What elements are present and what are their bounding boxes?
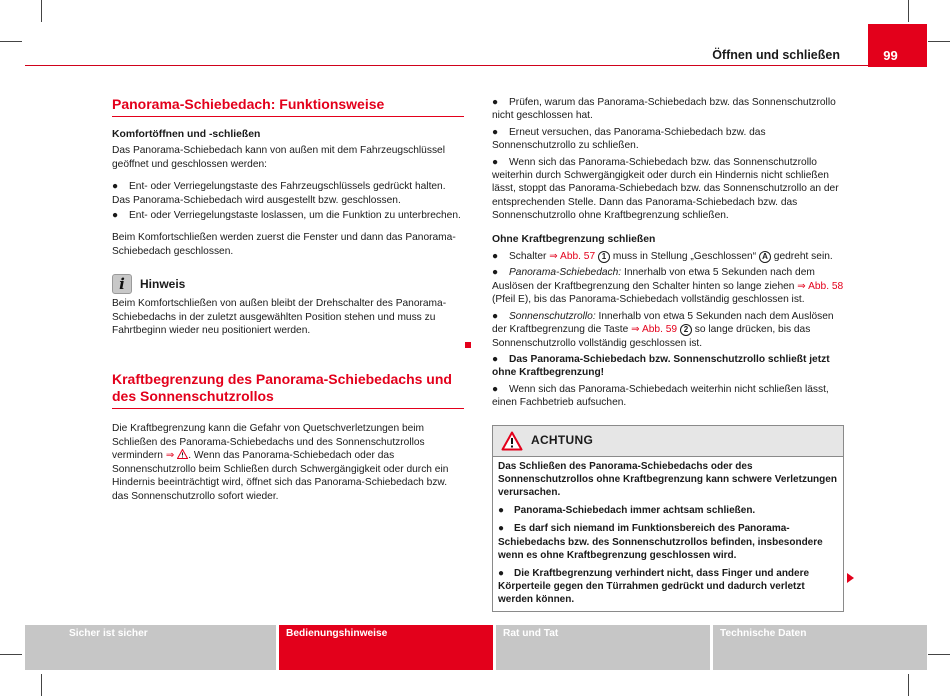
header-rule: [25, 65, 868, 66]
note-text: Beim Komfortschließen von außen bleibt der Drehschalter des Panorama-Schiebedachs in der zuletzt ausgewählten Position stehen und muss zu Fahrtbeginn wieder neu positioniert werden.: [112, 298, 447, 337]
running-header: Öffnen und schließen: [712, 48, 840, 62]
callout-number: 1: [598, 251, 610, 263]
section-title: Panorama-Schiebedach: Funktionsweise: [112, 96, 464, 117]
list-item: ● Prüfen, warum das Panorama-Schiebedach bzw. das Sonnenschutzrollo nicht geschlossen hat.: [492, 97, 836, 122]
page-number-box: [868, 24, 927, 67]
continue-arrow-icon: [847, 573, 854, 583]
page-number: 99: [883, 48, 898, 63]
note-header: [112, 274, 464, 294]
crop-mark: [908, 674, 909, 696]
tab-technische-daten[interactable]: Technische Daten: [713, 625, 927, 670]
tab-bedienungshinweise[interactable]: Bedienungshinweise: [279, 625, 493, 670]
left-column: [112, 96, 464, 503]
callout-letter: A: [759, 251, 771, 263]
list-item-text: Ent- oder Verriegelungstaste loslassen, um die Funktion zu unterbrechen.: [129, 210, 461, 222]
list-item: ● Das Panorama-Schiebedach bzw. Sonnenschutzrollo schließt jetzt ohne Kraftbegrenzung!: [492, 353, 830, 379]
paragraph: Die Kraftbegrenzung kann die Gefahr von Quetschverletzungen beim Schließen des Panorama-Schiebedachs und des Sonnenschutzrollos vermindern ⇒ . Wenn das Panorama-Schiebedach oder das Sonnenschutzrollo beim Schließen durch Schwergängigkeit oder durch ein Hindernis beeinträchtigt wird, öffnet sich das Panorama-Schiebedach bzw. das Sonnenschutzrollo sofort wieder.: [112, 423, 449, 502]
footer-tabs: [25, 625, 927, 670]
bullet-icon: ●: [498, 505, 505, 517]
warning-triangle-icon: [501, 431, 523, 451]
crop-mark: [928, 41, 950, 42]
list-item: ● Die Kraftbegrenzung verhindert nicht, dass Finger und andere Körperteile gegen den Türrahmen gedrückt und dadurch verletzt werden können.: [498, 567, 810, 606]
crop-mark: [0, 654, 22, 655]
figure-link[interactable]: ⇒ Abb. 59: [631, 324, 678, 336]
list-item: ● Panorama-Schiebedach immer achtsam schließen.: [498, 505, 756, 517]
list-item: [112, 209, 464, 222]
info-icon: i: [112, 274, 132, 294]
list-item-text: Ent- oder Verriegelungstaste des Fahrzeugschlüssels gedrückt halten. Das Panorama-Schiebedach wird ausgestellt bzw. geschlossen.: [112, 181, 446, 206]
warning-header: [493, 426, 843, 457]
subsection-title: Ohne Kraftbegrenzung schließen: [492, 233, 656, 245]
list-item: ● Es darf sich niemand im Funktionsbereich des Panorama-Schiebedachs bzw. des Sonnenschutzrollos befinden, insbesondere wenn es ohne Kraftbegrenzung geschlossen wird.: [498, 523, 823, 561]
crop-mark: [928, 654, 950, 655]
crop-mark: [0, 41, 22, 42]
bullet-icon: ●: [492, 156, 499, 168]
subsection-title: Komfortöffnen und -schließen: [112, 129, 261, 140]
figure-link[interactable]: ⇒ Abb. 57: [549, 251, 596, 263]
note-title: Hinweis: [140, 276, 186, 291]
warning-box: [492, 425, 844, 612]
bullet-icon: ●: [492, 251, 499, 263]
crop-mark: [41, 674, 42, 696]
section-end-marker: [465, 342, 471, 348]
crop-mark: [908, 0, 909, 22]
list-item: ● Wenn sich das Panorama-Schiebedach weiterhin nicht schließen lässt, einen Fachbetrieb aufsuchen.: [492, 383, 829, 409]
bullet-icon: ●: [492, 126, 499, 138]
list-item: ● Wenn sich das Panorama-Schiebedach bzw. das Sonnenschutzrollo weiterhin durch Schwergängigkeit oder durch ein Hindernis nicht schließen lässt, stoppt das Panorama-Schiebedach bzw. das Sonnenschutzrollo an der entsprechenden Stelle. Dann das Panorama-Schiebedach bzw. das Sonnenschutzrollo ohne Kraftbegrenzung schließen.: [492, 156, 839, 222]
right-column: [492, 96, 844, 612]
crop-mark: [41, 0, 42, 22]
paragraph: Beim Komfortschließen werden zuerst die Fenster und dann das Panorama-Schiebedach geschlossen.: [112, 232, 456, 257]
bullet-icon: ●: [498, 523, 505, 535]
bullet-icon: ●: [492, 353, 499, 365]
paragraph: Das Panorama-Schiebedach kann von außen mit dem Fahrzeugschlüssel geöffnet und geschlossen werden:: [112, 145, 445, 170]
bullet-icon: ●: [498, 567, 505, 579]
bullet-icon: ●: [492, 383, 499, 395]
bullet-icon: ●: [492, 97, 499, 108]
warning-intro: Das Schließen des Panorama-Schiebedachs oder des Sonnenschutzrollos ohne Kraftbegrenzung kann schwere Verletzungen verursachen.: [498, 460, 837, 498]
list-item: ● Sonnenschutzrollo: Innerhalb von etwa 5 Sekunden nach dem Auslösen der Kraftbegrenzung die Taste ⇒ Abb. 59 2 so lange drücken, bis das Sonnenschutzrollo vollständig geschlossen ist.: [492, 310, 834, 349]
warning-body: [493, 457, 843, 611]
list-item: ● Erneut versuchen, das Panorama-Schiebedach bzw. das Sonnenschutzrollo zu schließen.: [492, 126, 766, 152]
bullet-icon: ●: [112, 181, 119, 193]
warning-title: ACHTUNG: [531, 432, 594, 447]
bullet-icon: ●: [492, 267, 499, 279]
tab-sicher-ist-sicher[interactable]: Sicher ist sicher: [25, 625, 276, 670]
figure-link[interactable]: ⇒ Abb. 58: [797, 280, 844, 292]
list-item: [112, 180, 464, 207]
warning-triangle-icon: [177, 449, 188, 459]
bullet-icon: ●: [112, 210, 119, 222]
list-item: ● Schalter ⇒ Abb. 57 1 muss in Stellung „Geschlossen“ A gedreht sein.: [492, 251, 833, 263]
callout-number: 2: [680, 324, 692, 336]
tab-rat-und-tat[interactable]: Rat und Tat: [496, 625, 710, 670]
bullet-icon: ●: [492, 310, 499, 322]
cross-reference-link[interactable]: ⇒: [165, 450, 175, 462]
list-item: ● Panorama-Schiebedach: Innerhalb von etwa 5 Sekunden nach dem Auslösen der Kraftbegrenzung den Schalter hinten so lange ziehen ⇒ Abb. 58 (Pfeil E), bis das Panorama-Schiebedach vollständig geschlossen ist.: [492, 267, 844, 306]
section-title: Kraftbegrenzung des Panorama-Schiebedachs und des Sonnenschutzrollos: [112, 371, 464, 409]
